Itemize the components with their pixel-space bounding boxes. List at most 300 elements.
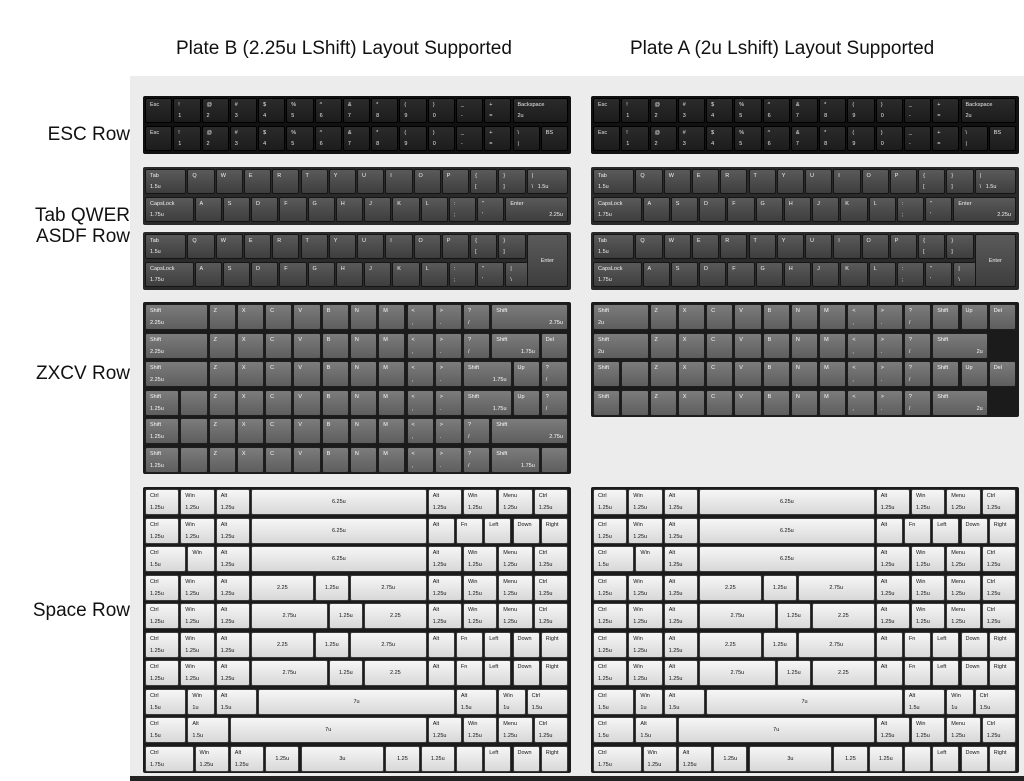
key-legend: } (503, 173, 506, 179)
key-legend: ; (453, 277, 456, 283)
key-legend: 1.25u (916, 590, 930, 597)
key-legend: 1.25u (668, 619, 683, 625)
key-sym (876, 390, 903, 416)
key-legend: G (312, 266, 317, 272)
key-1-25u (777, 603, 811, 629)
key-legend: X (241, 365, 246, 371)
key-legend: < (852, 393, 856, 400)
key-sym (286, 98, 313, 123)
key-legend: 2 (654, 113, 658, 119)
key-ctrl (593, 717, 634, 743)
key-right (541, 632, 568, 658)
key-sym (918, 169, 945, 194)
key-sym (541, 390, 568, 416)
key-alt (635, 717, 676, 743)
key-1-25u (265, 746, 299, 772)
key-r (272, 169, 299, 194)
key-legend: Esc (598, 102, 608, 108)
key-legend: [ (923, 184, 925, 190)
key-7u (230, 717, 427, 743)
key-legend: 6 (319, 113, 323, 119)
key-legend: Right (545, 664, 559, 670)
key-legend: , (852, 405, 854, 412)
key-legend: 1.75u (150, 277, 164, 283)
key-right (989, 518, 1016, 544)
key-z (209, 361, 236, 387)
key-k (392, 197, 419, 222)
key-capslock (593, 197, 642, 222)
key-sym (527, 169, 568, 194)
key-z (650, 390, 677, 416)
key-alt (216, 489, 250, 515)
key-m (378, 333, 405, 359)
key-sym (435, 333, 462, 359)
key-legend: Ctrl (598, 635, 607, 642)
key-legend: / (545, 377, 548, 383)
key-legend: V (298, 422, 303, 428)
key-legend: < (411, 422, 415, 428)
key-legend: > (439, 336, 443, 343)
key-legend: 2u (517, 113, 524, 119)
key-alt (216, 575, 250, 601)
key-legend: 4 (711, 113, 715, 119)
key-legend: 1.25u (723, 755, 738, 762)
key-legend: 1.5u (908, 704, 920, 711)
key-n (791, 333, 818, 359)
key-sym (763, 126, 790, 151)
key-legend: , (411, 320, 414, 326)
key-legend: Shift (937, 308, 949, 314)
key-g (308, 262, 335, 287)
key-f (727, 262, 754, 287)
key-left (932, 660, 959, 686)
key-legend: Alt (432, 664, 440, 670)
key-win (911, 489, 945, 515)
key-win (635, 689, 662, 715)
key-legend: * (824, 102, 827, 108)
key-legend: 1.25u (986, 562, 1001, 568)
key-legend: 1.25u (772, 641, 787, 648)
key-v (293, 447, 320, 473)
key-sym (932, 98, 959, 123)
key-n (350, 447, 377, 473)
key-sym (230, 98, 257, 123)
key-legend: . (880, 320, 883, 326)
key-legend: K (845, 201, 849, 207)
key-legend: Alt (668, 521, 676, 528)
key-ctrl (145, 518, 179, 544)
key-legend: F (284, 201, 288, 207)
key-legend: 5 (739, 113, 743, 119)
key-sym (173, 126, 200, 151)
key-sym (407, 447, 434, 473)
key-legend: Menu (951, 578, 966, 585)
key-sym (904, 98, 931, 123)
key-sym (734, 126, 761, 151)
key-legend: : (901, 201, 904, 207)
key-legend: 2.25 (390, 613, 401, 619)
key-legend: \ 1.5u (531, 184, 549, 190)
key-legend: " (930, 266, 933, 272)
key-down (513, 660, 540, 686)
key-ctrl (982, 575, 1016, 601)
key-x (678, 390, 705, 416)
key-legend: Ctrl (598, 721, 607, 727)
key-s (223, 262, 250, 287)
key-legend: ? (545, 393, 549, 400)
key-legend: 1.25u (878, 755, 893, 762)
key-legend: B (326, 308, 331, 314)
key-shift (491, 447, 540, 473)
key-b (322, 390, 349, 416)
key-legend: 6.25u (331, 527, 346, 534)
key-win (911, 575, 945, 601)
key-legend: 1.5u (668, 704, 680, 711)
key-legend: X (241, 450, 246, 457)
key-legend: 2.25 (838, 670, 849, 676)
key-sym (258, 126, 285, 151)
key-legend: | (517, 141, 519, 147)
key-legend: 1.25u (986, 590, 1001, 597)
key-n (350, 333, 377, 359)
key-bs (541, 126, 568, 151)
key-2-25 (364, 603, 427, 629)
key-legend: 1.25u (598, 647, 612, 654)
key-alt (876, 660, 903, 686)
key-legend: $ (711, 102, 715, 108)
key-l (869, 262, 896, 287)
key-sym (477, 197, 504, 222)
key-legend: Ctrl (979, 692, 989, 699)
key-legend: & (795, 130, 800, 136)
key-legend: M (824, 336, 829, 343)
key-legend: 1.5u (150, 249, 161, 255)
key-sym (343, 98, 370, 123)
key-blank (621, 361, 648, 387)
key-legend: 7 (795, 113, 799, 119)
key-legend: D (256, 201, 260, 207)
key-legend: Ctrl (150, 749, 159, 756)
key-p (890, 169, 917, 194)
key-q (635, 234, 662, 259)
key-legend: Alt (682, 749, 690, 756)
key-legend: $ (263, 102, 267, 108)
key-b (763, 304, 790, 330)
key-sym (904, 390, 931, 416)
key-alt (664, 632, 698, 658)
key-capslock (145, 197, 194, 222)
key-legend: 6.25u (779, 527, 794, 534)
key-legend: Down (517, 664, 532, 670)
key-v (293, 304, 320, 330)
key-sym (961, 126, 988, 151)
key-legend: ? (468, 308, 472, 314)
key-legend: Alt (668, 692, 676, 699)
key-legend: 2.25 (276, 584, 288, 591)
key-legend: Down (517, 749, 532, 756)
key-legend: 1.25 (845, 755, 856, 762)
key-legend: 1.25u (538, 733, 553, 739)
key-g (308, 197, 335, 222)
key-legend: Ctrl (538, 578, 548, 585)
key-legend: B (326, 336, 331, 343)
key-legend: 1.25u (150, 533, 164, 540)
space-row-label: Space Row (32, 600, 130, 621)
key-legend: Ctrl (150, 550, 159, 556)
key-legend: - (460, 141, 463, 147)
key-win (463, 603, 497, 629)
key-legend: 1.25u (951, 590, 966, 597)
key-legend: C (711, 393, 716, 400)
key-legend: Del (993, 308, 1002, 314)
key-legend: 1.25u (338, 670, 353, 676)
key-legend: Enter (540, 257, 554, 264)
key-legend: V (298, 393, 303, 400)
key-legend: ? (468, 336, 472, 343)
key-6-25u (699, 518, 875, 544)
key-legend: . (880, 348, 883, 355)
key-ctrl (145, 632, 179, 658)
key-legend: Left (489, 664, 499, 670)
key-legend: 1.25u (598, 533, 612, 540)
key-tab (593, 169, 634, 194)
key-legend: 2.75u (829, 641, 844, 648)
key-legend: CapsLock (150, 266, 175, 272)
key-sym (484, 126, 511, 151)
key-legend: H (788, 201, 793, 207)
key-legend: _ (460, 102, 464, 108)
key-x (237, 418, 264, 444)
key-k (840, 262, 867, 287)
key-legend: Win (468, 493, 478, 499)
key-alt (216, 603, 250, 629)
key-alt (428, 603, 462, 629)
key-2-75u (251, 603, 328, 629)
key-fn (904, 518, 931, 544)
key-legend: Shift (937, 365, 949, 371)
key-sym (435, 390, 462, 416)
key-sym (202, 98, 229, 123)
key-sym (876, 304, 903, 330)
key-legend: ' (482, 277, 484, 283)
key-b (763, 361, 790, 387)
key-legend: K (397, 266, 401, 272)
key-legend: ( (852, 130, 855, 136)
key-alt (428, 632, 455, 658)
key-legend: Ctrl (986, 607, 996, 613)
key-legend: 2 (206, 141, 210, 147)
key-legend: 1.25u (185, 505, 200, 511)
key-ctrl (593, 632, 627, 658)
key-legend: Left (937, 749, 947, 756)
key-p (442, 234, 469, 259)
key-legend: Q (192, 238, 197, 244)
key-f (279, 262, 306, 287)
key-left (932, 632, 959, 658)
key-legend: / (908, 377, 911, 383)
plate-a-title: Plate A (2u Lshift) Layout Supported (630, 38, 935, 59)
key-legend: 1.25u (503, 505, 518, 511)
key-alt (230, 746, 264, 772)
key-legend: Alt (668, 635, 676, 642)
key-legend: < (411, 450, 415, 457)
key-legend: F (732, 266, 736, 272)
key-legend: / (908, 405, 911, 412)
key-alt (876, 518, 903, 544)
key-legend: Win (185, 578, 195, 585)
key-h (784, 262, 811, 287)
key-legend: 7 (795, 141, 799, 147)
key-legend: Menu (951, 493, 966, 499)
key-legend: R (725, 173, 730, 179)
key-shift (593, 304, 649, 330)
key-legend: Menu (951, 721, 966, 727)
key-legend: R (277, 238, 282, 244)
key-sym (407, 333, 434, 359)
key-legend: / (545, 405, 548, 412)
key-u (805, 169, 832, 194)
key-legend: P (446, 238, 451, 244)
key-m (819, 304, 846, 330)
key-sym (428, 98, 455, 123)
key-up (513, 361, 540, 387)
key-c (265, 361, 292, 387)
key-legend: D (256, 266, 260, 272)
key-legend: 3 (682, 113, 686, 119)
key-legend: ? (908, 336, 912, 343)
key-win (628, 489, 662, 515)
key-legend: 1.5u (598, 704, 609, 711)
key-legend: Y (333, 173, 338, 179)
key-legend: Z (654, 365, 658, 371)
key-legend: CapsLock (598, 201, 623, 207)
key-legend: Alt (880, 493, 888, 499)
key-e (244, 234, 271, 259)
key-legend: > (439, 450, 443, 457)
key-legend: Alt (220, 692, 228, 699)
key-v (734, 304, 761, 330)
key-sym (932, 126, 959, 151)
key-legend: 9 (852, 113, 856, 119)
key-legend: V (298, 450, 303, 457)
key-legend: T (753, 238, 757, 244)
key-capslock (593, 262, 642, 287)
key-o (414, 234, 441, 259)
key-legend: 1.25u (916, 733, 930, 739)
key-legend: G (760, 201, 765, 207)
key-l (421, 197, 448, 222)
key-s (671, 197, 698, 222)
key-legend: 6.25u (779, 556, 794, 562)
key-sym (975, 169, 1016, 194)
key-shift (491, 418, 568, 444)
key-b (763, 333, 790, 359)
key-bs (989, 126, 1016, 151)
key-legend: 1.25u (668, 562, 683, 568)
key-legend: Ctrl (538, 550, 548, 556)
key-legend: Right (545, 521, 559, 528)
key-legend: 1.25u (880, 562, 895, 568)
key-s (671, 262, 698, 287)
key-2-75u (699, 660, 776, 686)
key-legend: Esc (598, 130, 608, 136)
key-legend: 2.75u (381, 584, 396, 591)
key-esc (593, 98, 620, 123)
key-legend: % (291, 102, 297, 108)
key-sym (847, 126, 874, 151)
key-legend: Alt (668, 550, 676, 556)
key-legend: ) (880, 130, 883, 136)
key-legend: ^ (319, 130, 323, 136)
key-win (463, 717, 497, 743)
key-legend: Win (640, 692, 650, 699)
key-sym (449, 197, 476, 222)
key-blank (621, 390, 648, 416)
key-down (961, 518, 988, 544)
key-legend: 6.25u (331, 499, 346, 505)
key-legend: V (298, 308, 303, 314)
key-legend: Win (633, 521, 643, 528)
key-j (364, 262, 391, 287)
key-win (187, 546, 214, 572)
key-legend: 1.25u (668, 647, 683, 654)
key-legend: 1.75u (521, 348, 535, 355)
key-legend: : (901, 266, 904, 272)
key-sym (925, 197, 952, 222)
key-legend: J (817, 201, 820, 207)
key-legend: L (873, 201, 877, 207)
key-left (484, 660, 511, 686)
key-legend: Shift (468, 365, 480, 371)
key-win (911, 717, 945, 743)
key-legend: Right (545, 635, 559, 642)
key-alt (678, 746, 712, 772)
key-legend: $ (711, 130, 715, 136)
key-legend: K (845, 266, 849, 272)
key-down (961, 746, 988, 772)
key-2-75u (350, 632, 427, 658)
key-win (628, 603, 662, 629)
key-legend: C (711, 308, 716, 314)
key-legend: ] (951, 249, 953, 255)
key-sym (435, 361, 462, 387)
key-legend: Del (545, 336, 554, 343)
key-legend: Z (213, 450, 217, 457)
key-legend: ^ (767, 102, 771, 108)
key-g (756, 197, 783, 222)
key-legend: C (711, 336, 716, 343)
key-legend: : (453, 201, 456, 207)
key-legend: Alt (880, 550, 888, 556)
key-win (498, 689, 525, 715)
key-m (378, 361, 405, 387)
key-ctrl (593, 518, 627, 544)
key-sym (343, 126, 370, 151)
key-legend: 1.25u (951, 733, 966, 739)
key-legend: Win (192, 692, 202, 699)
key-shift (593, 333, 649, 359)
key-legend: Fn (908, 521, 916, 528)
key-legend: G (760, 266, 765, 272)
key-legend: Win (633, 493, 643, 499)
key-legend: Win (633, 664, 643, 670)
key-legend: Shift (150, 336, 162, 343)
key-sym (904, 361, 931, 387)
key-legend: X (682, 336, 687, 343)
key-alt (456, 689, 497, 715)
key-legend: 1.25u (234, 761, 249, 768)
key-t (749, 234, 776, 259)
